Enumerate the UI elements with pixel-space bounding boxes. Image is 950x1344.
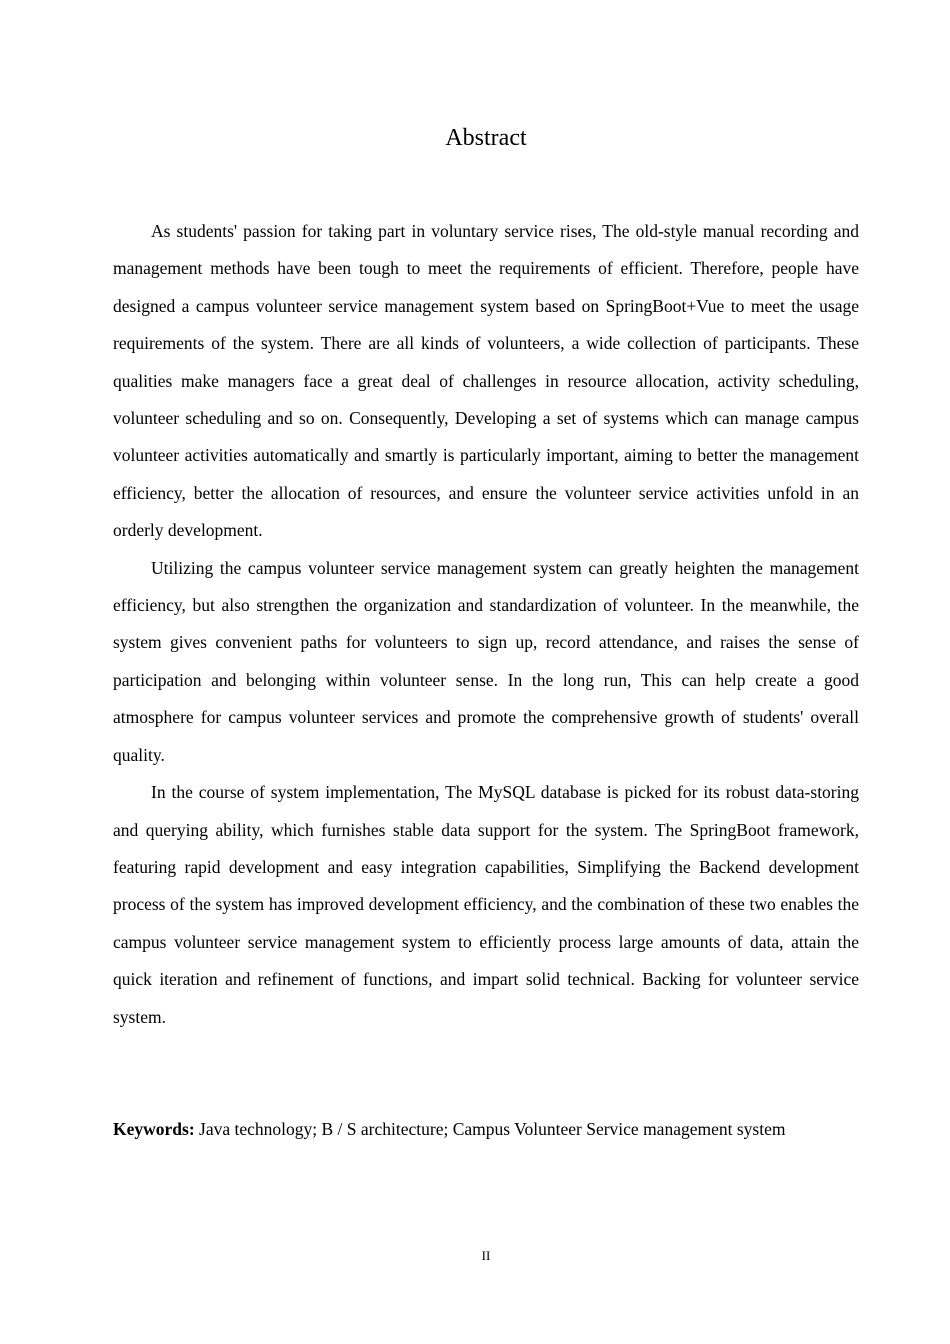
abstract-paragraph-2: Utilizing the campus volunteer service management system can greatly heighten the management efficiency, but also strengthen the organization and standardization of volunteer. In the meanwhile, the system gives convenient paths for volunteers to sign up, record attendance, and raises the sense of participation and belonging within volunteer sense. In the long run, This can help create a good atmosphere for campus volunteer services and promote the comprehensive growth of students' overall quality. [113,557,859,765]
keywords-text: Java technology; B / S architecture; Campus Volunteer Service management system [199,1119,786,1139]
keywords-label: Keywords: [113,1119,195,1139]
page-number: II [481,1248,491,1263]
abstract-paragraph-1: As students' passion for taking part in voluntary service rises, The old-style manual recording and management methods have been tough to meet the requirements of efficient. Therefore, people have designed a campus volunteer service management system based on SpringBoot+Vue to meet the usage requirements of the system. There are all kinds of volunteers, a wide collection of participants. These qualities make managers face a great deal of challenges in resource allocation, activity scheduling, volunteer scheduling and so on. Consequently, Developing a set of systems which can manage campus volunteer activities automatically and smartly is particularly important, aiming to better the management efficiency, better the allocation of resources, and ensure the volunteer service activities unfold in an orderly development. [113,221,859,541]
abstract-body [113,213,859,1036]
abstract-paragraph-3: In the course of system implementation, The MySQL database is picked for its robust data-storing and querying ability, which furnishes stable data support for the system. The SpringBoot framework, featuring rapid development and easy integration capabilities, Simplifying the Backend development process of the system has improved development efficiency, and the combination of these two enables the campus volunteer service management system to efficiently process large amounts of data, attain the quick iteration and refinement of functions, and impart solid technical. Backing for volunteer service system. [113,782,859,1027]
abstract-title: Abstract [445,125,527,151]
keywords-line [113,1114,873,1144]
